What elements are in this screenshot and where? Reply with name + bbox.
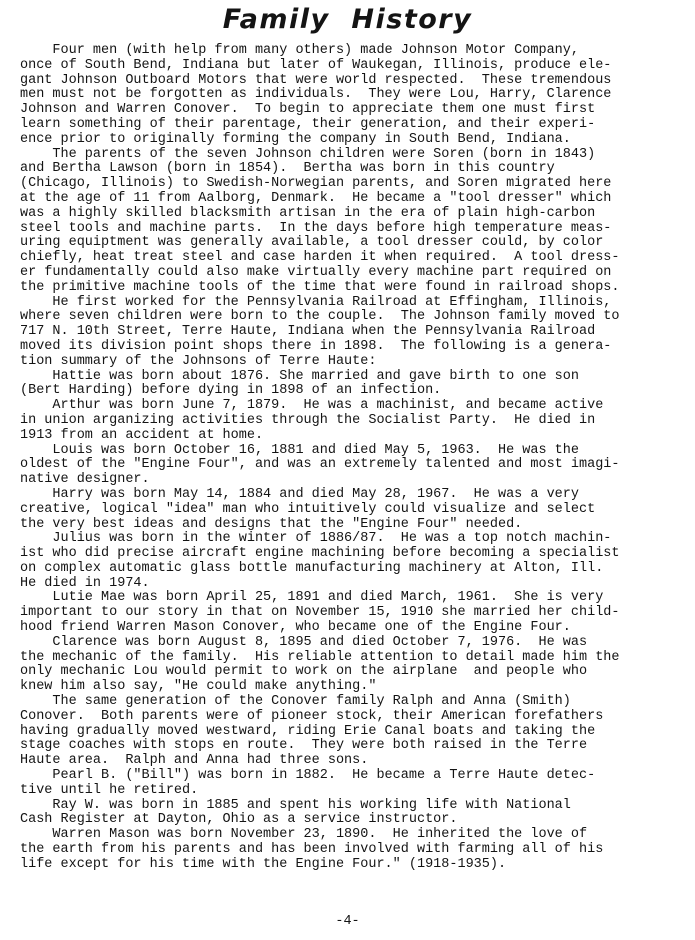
text-line: He died in 1974. (20, 575, 150, 591)
text-line: Conover. Both parents were of pioneer stock, their American forefathers (20, 708, 604, 724)
text-line: He first worked for the Pennsylvania Railroad at Effingham, Illinois, (20, 294, 612, 310)
text-line: tion summary of the Johnsons of Terre Haute: (20, 353, 377, 369)
text-line: the primitive machine tools of the time that were found in railroad shops. (20, 279, 620, 295)
text-line: moved its division point shops there in 1898. The following is a genera- (20, 338, 612, 354)
text-line: Pearl B. ("Bill") was born in 1882. He became a Terre Haute detec- (20, 768, 596, 784)
text-line: er fundamentally could also make virtually every machine part required on (20, 264, 612, 280)
text-line: was a highly skilled blacksmith artisan in the era of plain high-carbon (20, 205, 596, 221)
text-line: on complex automatic glass bottle manufacturing machinery at Alton, Ill. (20, 560, 604, 576)
text-line: Warren Mason was born November 23, 1890. He inherited the love of (20, 827, 588, 843)
text-line: oldest of the "Engine Four", and was an extremely talented and most imagi- (20, 457, 620, 473)
text-line: chiefly, heat treat steel and case harden it when required. A tool dress- (20, 250, 620, 266)
text-line: learn something of their parentage, their generation, and their experi- (20, 116, 596, 132)
page-title: Family History (222, 4, 473, 35)
text-line: men must not be forgotten as individuals. They were Lou, Harry, Clarence (20, 87, 612, 103)
text-line: at the age of 11 from Aalborg, Denmark. He became a "tool dresser" which (20, 190, 612, 206)
text-line: having gradually moved westward, riding Erie Canal boats and taking the (20, 723, 596, 739)
text-line: the earth from his parents and has been involved with farming all of his (20, 842, 604, 858)
text-line: Cash Register at Dayton, Ohio as a service instructor. (20, 812, 458, 828)
text-line: ist who did precise aircraft engine machining before becoming a specialist (20, 546, 620, 562)
text-line: only mechanic Lou would permit to work on the airplane and people who (20, 664, 588, 680)
text-line: tive until he retired. (20, 782, 199, 798)
text-line: Johnson and Warren Conover. To begin to appreciate them one must first (20, 102, 596, 118)
text-line: The parents of the seven Johnson children were Soren (born in 1843) (20, 146, 596, 162)
text-line: Louis was born October 16, 1881 and died May 5, 1963. He was the (20, 442, 579, 458)
text-line: Clarence was born August 8, 1895 and died October 7, 1976. He was (20, 634, 588, 650)
text-line: creative, logical "idea" man who intuitively could visualize and select (20, 501, 596, 517)
text-line: 1913 from an accident at home. (20, 427, 264, 443)
text-line: ence prior to originally forming the company in South Bend, Indiana. (20, 131, 571, 147)
text-line: the very best ideas and designs that the "Engine Four" needed. (20, 516, 523, 532)
text-line: Lutie Mae was born April 25, 1891 and died March, 1961. She is very (20, 590, 604, 606)
body-text (20, 44, 680, 873)
text-line: 717 N. 10th Street, Terre Haute, Indiana when the Pennsylvania Railroad (20, 324, 596, 340)
text-line: once of South Bend, Indiana but later of Waukegan, Illinois, produce ele- (20, 57, 612, 73)
text-line: knew him also say, "He could make anything." (20, 679, 377, 695)
text-line: Haute area. Ralph and Anna had three sons. (20, 753, 369, 769)
text-line: (Bert Harding) before dying in 1898 of an infection. (20, 383, 442, 399)
text-line: Julius was born in the winter of 1886/87. He was a top notch machin- (20, 531, 612, 547)
text-line: life except for his time with the Engine Four." (1918-1935). (20, 856, 507, 872)
text-line: The same generation of the Conover family Ralph and Anna (Smith) (20, 694, 571, 710)
text-line: and Bertha Lawson (born in 1854). Bertha was born in this country (20, 161, 555, 177)
text-line: uring equiptment was generally available, a tool dresser could, by color (20, 235, 604, 251)
text-line: hood friend Warren Mason Conover, who became one of the Engine Four. (20, 620, 571, 636)
text-line: important to our story in that on November 15, 1910 she married her child- (20, 605, 620, 621)
text-line: where seven children were born to the couple. The Johnson family moved to (20, 309, 620, 325)
text-line: native designer. (20, 472, 150, 488)
text-line: stage coaches with stops en route. They were both raised in the Terre (20, 738, 588, 754)
text-line: gant Johnson Outboard Motors that were world respected. These tremendous (20, 72, 612, 88)
text-line: Hattie was born about 1876. She married and gave birth to one son (20, 368, 579, 384)
text-line: Harry was born May 14, 1884 and died May 28, 1967. He was a very (20, 486, 579, 502)
text-line: (Chicago, Illinois) to Swedish-Norwegian parents, and Soren migrated here (20, 176, 612, 192)
page-number: -4- (335, 914, 360, 929)
text-line: the mechanic of the family. His reliable attention to detail made him the (20, 649, 620, 665)
text-line: steel tools and machine parts. In the days before high temperature meas- (20, 220, 612, 236)
text-line: Ray W. was born in 1885 and spent his working life with National (20, 797, 571, 813)
text-line: in union arganizing activities through the Socialist Party. He died in (20, 412, 596, 428)
text-line: Arthur was born June 7, 1879. He was a machinist, and became active (20, 398, 604, 414)
text-line: Four men (with help from many others) made Johnson Motor Company, (20, 43, 579, 58)
